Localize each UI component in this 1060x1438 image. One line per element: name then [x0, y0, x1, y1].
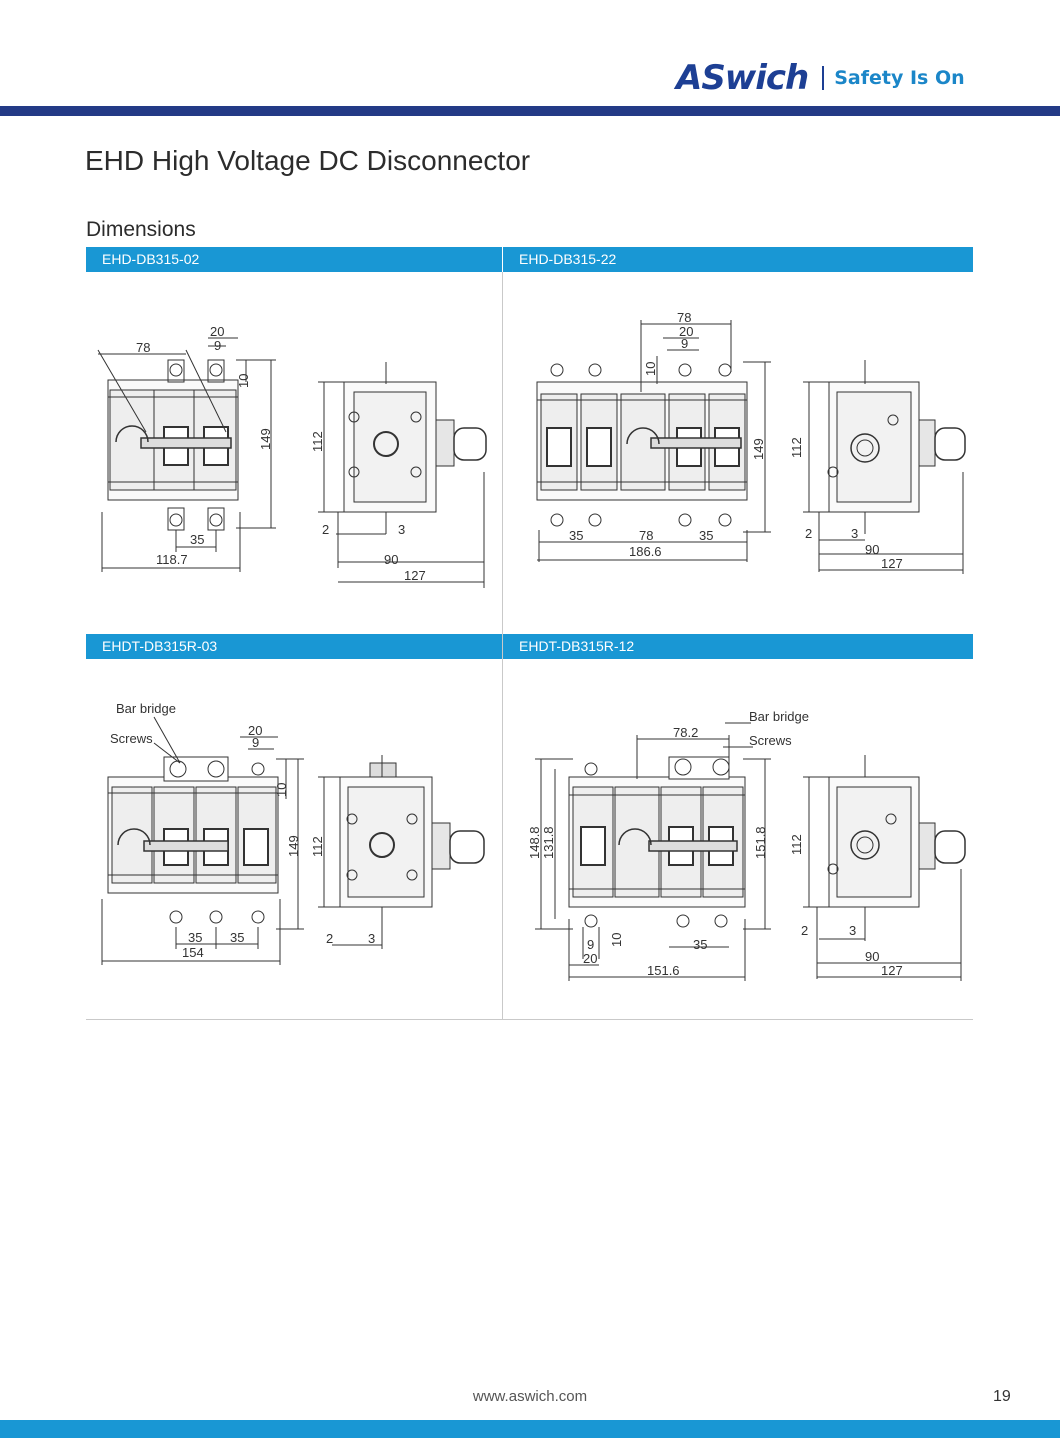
- dim-154: 154: [182, 945, 204, 960]
- drawing-ehdt-db315r-03: [86, 659, 502, 989]
- dim-127: 127: [881, 556, 903, 571]
- dim-3: 3: [849, 923, 857, 938]
- label-bar-bridge: Bar bridge: [116, 701, 176, 716]
- dim-20: 20: [210, 324, 225, 339]
- dim-78-top: 78: [677, 310, 692, 325]
- dim-3: 3: [851, 526, 859, 541]
- dim-35-left: 35: [569, 528, 584, 543]
- footer-url[interactable]: www.aswich.com: [472, 1388, 588, 1405]
- drawing-ehdt-db315r-12: [503, 659, 973, 989]
- bar-bridge: [164, 757, 228, 781]
- dim-90: 90: [384, 552, 399, 567]
- drawing-ehd-db315-02: [86, 272, 502, 622]
- dim-2: 2: [322, 522, 330, 537]
- dim-35: 35: [190, 532, 205, 547]
- dim-151-6: 151.6: [647, 963, 680, 978]
- dim-149: 149: [258, 428, 273, 450]
- dim-10: 10: [643, 361, 658, 376]
- dim-20: 20: [679, 324, 694, 339]
- label-bar-bridge: Bar bridge: [749, 709, 809, 724]
- label-screws: Screws: [749, 733, 792, 748]
- dim-9: 9: [252, 735, 260, 750]
- dim-112: 112: [789, 437, 804, 458]
- dim-2: 2: [805, 526, 813, 541]
- brand-logo: [676, 58, 965, 98]
- page-number: 19: [993, 1388, 1011, 1405]
- dim-20: 20: [583, 951, 598, 966]
- dim-118-7: 118.7: [156, 552, 188, 567]
- header-bar: [0, 106, 1060, 116]
- panel-header-3: EHDT-DB315R-03: [86, 634, 502, 659]
- dim-78-bottom: 78: [639, 528, 654, 543]
- dim-131-8: 131.8: [541, 826, 556, 859]
- dim-35: 35: [693, 937, 708, 952]
- dim-10: 10: [236, 373, 251, 388]
- dim-112: 112: [310, 431, 325, 452]
- dim-90: 90: [865, 542, 880, 557]
- dim-112: 112: [789, 834, 804, 855]
- dim-20: 20: [248, 723, 263, 738]
- label-screws: Screws: [110, 731, 153, 746]
- panel-divider-bottom: [86, 1019, 973, 1020]
- dim-35-b: 35: [230, 930, 245, 945]
- dim-9: 9: [681, 336, 689, 351]
- dim-3: 3: [368, 931, 376, 946]
- dim-10: 10: [274, 782, 289, 797]
- footer-bar: [0, 1420, 1060, 1438]
- dim-90: 90: [865, 949, 880, 964]
- dim-127: 127: [881, 963, 903, 978]
- dim-2: 2: [801, 923, 809, 938]
- section-title: Dimensions: [86, 218, 196, 241]
- dim-10: 10: [609, 932, 624, 947]
- dim-186-6: 186.6: [629, 544, 662, 559]
- dim-2: 2: [326, 931, 334, 946]
- dim-35-a: 35: [188, 930, 203, 945]
- dim-9: 9: [587, 937, 595, 952]
- page-title: EHD High Voltage DC Disconnector: [85, 145, 531, 176]
- logo-separator: [822, 66, 824, 90]
- dim-149: 149: [286, 835, 301, 857]
- panel-header-1: EHD-DB315-02: [86, 247, 502, 272]
- logo-wordmark: ASwich: [676, 58, 809, 98]
- panel-header-2: EHD-DB315-22: [503, 247, 973, 272]
- dim-78: 78: [136, 340, 151, 355]
- dim-151-8: 151.8: [753, 826, 768, 859]
- dim-35-right: 35: [699, 528, 714, 543]
- dim-112: 112: [310, 836, 325, 857]
- dim-127: 127: [404, 568, 426, 583]
- dim-9: 9: [214, 338, 222, 353]
- dim-78-2: 78.2: [673, 725, 699, 740]
- drawing-ehd-db315-22: [503, 272, 973, 622]
- dim-149: 149: [751, 438, 766, 460]
- logo-tagline: Safety Is On: [834, 67, 965, 89]
- dim-3: 3: [398, 522, 406, 537]
- dim-148-8: 148.8: [527, 826, 542, 859]
- panel-header-4: EHDT-DB315R-12: [503, 634, 973, 659]
